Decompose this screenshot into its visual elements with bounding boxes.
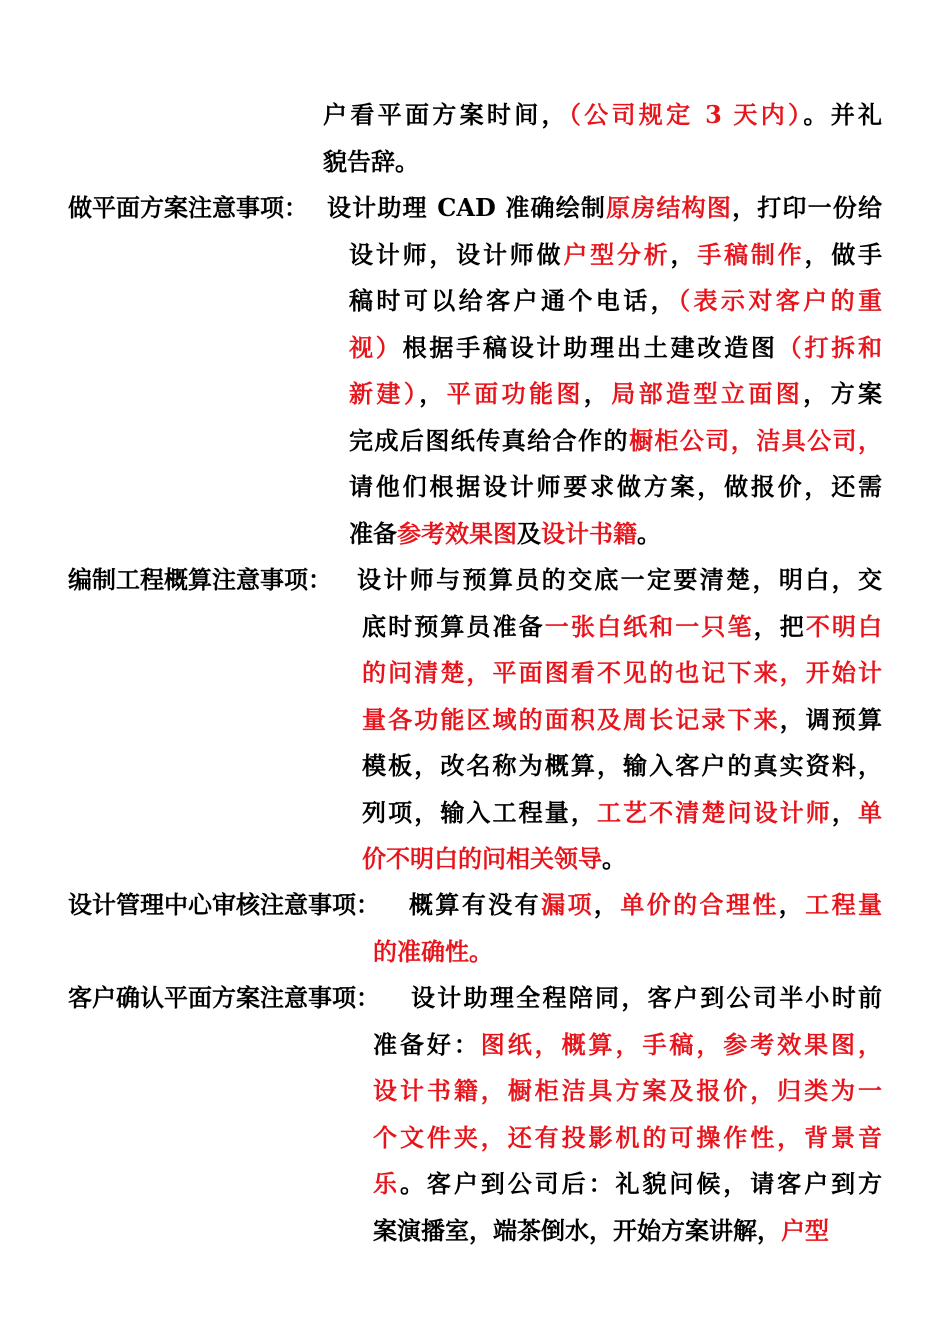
highlighted-text: 局部造型立面图: [611, 379, 804, 408]
text-line: [362, 650, 882, 696]
highlighted-text: 乐: [373, 1169, 400, 1198]
text-line: [349, 511, 661, 557]
text-line: [373, 1208, 829, 1254]
highlighted-text: 手稿制作: [697, 240, 805, 269]
text-line: [362, 604, 882, 650]
body-text: ，把: [753, 612, 806, 641]
text-line: [362, 697, 882, 743]
body-text: 设计助理 CAD 准确绘制: [327, 193, 607, 222]
highlighted-text: 平面功能图: [446, 379, 584, 408]
body-text: 设计助理全程陪同，客户到公司半小时前: [411, 983, 882, 1012]
text-line: [349, 371, 882, 417]
text-line: [323, 92, 882, 138]
highlighted-text: 价不明白的问相关领导: [362, 844, 602, 873]
highlighted-text: （打拆和: [777, 333, 883, 362]
highlighted-text: 新建）: [349, 379, 420, 408]
body-text: ，: [778, 890, 806, 919]
body-text: 底时预算员准备: [362, 612, 545, 641]
highlighted-text: 个文件夹，还有投影机的可操作性，背景音: [373, 1123, 882, 1152]
body-text: 模板，改名称为概算，输入客户的真实资料，: [362, 751, 882, 780]
body-text: 根据手稿设计助理出土建改造图: [402, 333, 778, 362]
body-text: 准备好：: [373, 1030, 481, 1059]
highlighted-text: 设计书籍: [541, 519, 637, 548]
highlighted-text: 图纸，概算，手稿，参考效果图，: [480, 1030, 883, 1059]
highlighted-text: 单: [858, 798, 883, 827]
highlighted-text: 橱柜公司，洁具公司，: [628, 426, 883, 455]
text-line: [362, 836, 626, 882]
section-label: 做平面方案注意事项：: [68, 193, 308, 222]
highlighted-text: 工程量: [805, 890, 883, 919]
body-text: ，: [583, 379, 612, 408]
text-line: [327, 185, 882, 231]
body-text: ，: [593, 890, 621, 919]
body-text: ，: [419, 379, 447, 408]
section-label: 编制工程概算注意事项：: [68, 565, 332, 594]
section-label: 客户确认平面方案注意事项：: [68, 983, 380, 1012]
highlighted-text: 原房结构图: [606, 193, 733, 222]
body-text: 貌告辞。: [323, 147, 419, 176]
highlighted-text: 的问清楚，平面图看不见的也记下来，开始计: [362, 658, 882, 687]
body-text: 准备: [349, 519, 397, 548]
text-line: [349, 232, 882, 278]
body-text: ，: [670, 240, 698, 269]
highlighted-text: （表示对客户的重: [678, 286, 883, 315]
body-text: 。客户到公司后：礼貌问候，请客户到方: [399, 1169, 883, 1198]
body-text: 设计师，设计师做: [349, 240, 564, 269]
body-text: ，: [831, 798, 859, 827]
highlighted-text: 不明白: [805, 612, 883, 641]
text-line: [349, 278, 882, 324]
body-text: 稿时可以给客户通个电话，: [349, 286, 679, 315]
body-text: 完成后图纸传真给合作的: [349, 426, 629, 455]
body-text: ，调预算: [779, 705, 883, 734]
highlighted-text: 的准确性。: [373, 937, 493, 966]
text-line: [349, 464, 882, 510]
text-line: [373, 929, 493, 975]
highlighted-text: 漏项: [541, 890, 594, 919]
body-text: ，打印一份给: [732, 193, 882, 222]
body-text: 。并礼: [803, 100, 883, 129]
body-text: 案演播室，端茶倒水，开始方案讲解，: [373, 1216, 781, 1245]
highlighted-text: 一张白纸和一只笔: [544, 612, 754, 641]
highlighted-text: 户型分析: [563, 240, 671, 269]
body-text: 概算有没有: [409, 890, 542, 919]
highlighted-text: 量各功能区域的面积及周长记录下来: [362, 705, 780, 734]
body-text: 列项，输入工程量，: [362, 798, 597, 827]
text-line: [323, 139, 419, 185]
text-line: [373, 1115, 882, 1161]
text-line: [362, 790, 882, 836]
highlighted-text: （公司规定 3 天内）: [568, 100, 804, 129]
text-line: [349, 418, 882, 464]
text-line: [373, 1068, 882, 1114]
text-line: [362, 743, 882, 789]
body-text: ，方案: [803, 379, 883, 408]
highlighted-text: 视）: [349, 333, 403, 362]
body-text: 。: [637, 519, 661, 548]
text-line: [411, 975, 882, 1021]
highlighted-text: 单价的合理性: [620, 890, 779, 919]
highlighted-text: 工艺不清楚问设计师: [596, 798, 832, 827]
highlighted-text: 设计书籍，橱柜洁具方案及报价，归类为一: [373, 1076, 882, 1105]
highlighted-text: 户型: [781, 1216, 829, 1245]
text-line: [373, 1161, 882, 1207]
body-text: 。: [602, 844, 626, 873]
section-label: 设计管理中心审核注意事项：: [68, 890, 380, 919]
body-text: 及: [517, 519, 541, 548]
body-text: 户看平面方案时间，: [323, 100, 569, 129]
text-line: [373, 1022, 882, 1068]
text-line: [409, 882, 882, 928]
body-text: 请他们根据设计师要求做方案，做报价，还需: [349, 472, 882, 501]
body-text: ，做手: [804, 240, 883, 269]
body-text: 设计师与预算员的交底一定要清楚，明白，交: [357, 565, 882, 594]
highlighted-text: 参考效果图: [397, 519, 517, 548]
text-line: [349, 325, 882, 371]
text-line: [357, 557, 882, 603]
